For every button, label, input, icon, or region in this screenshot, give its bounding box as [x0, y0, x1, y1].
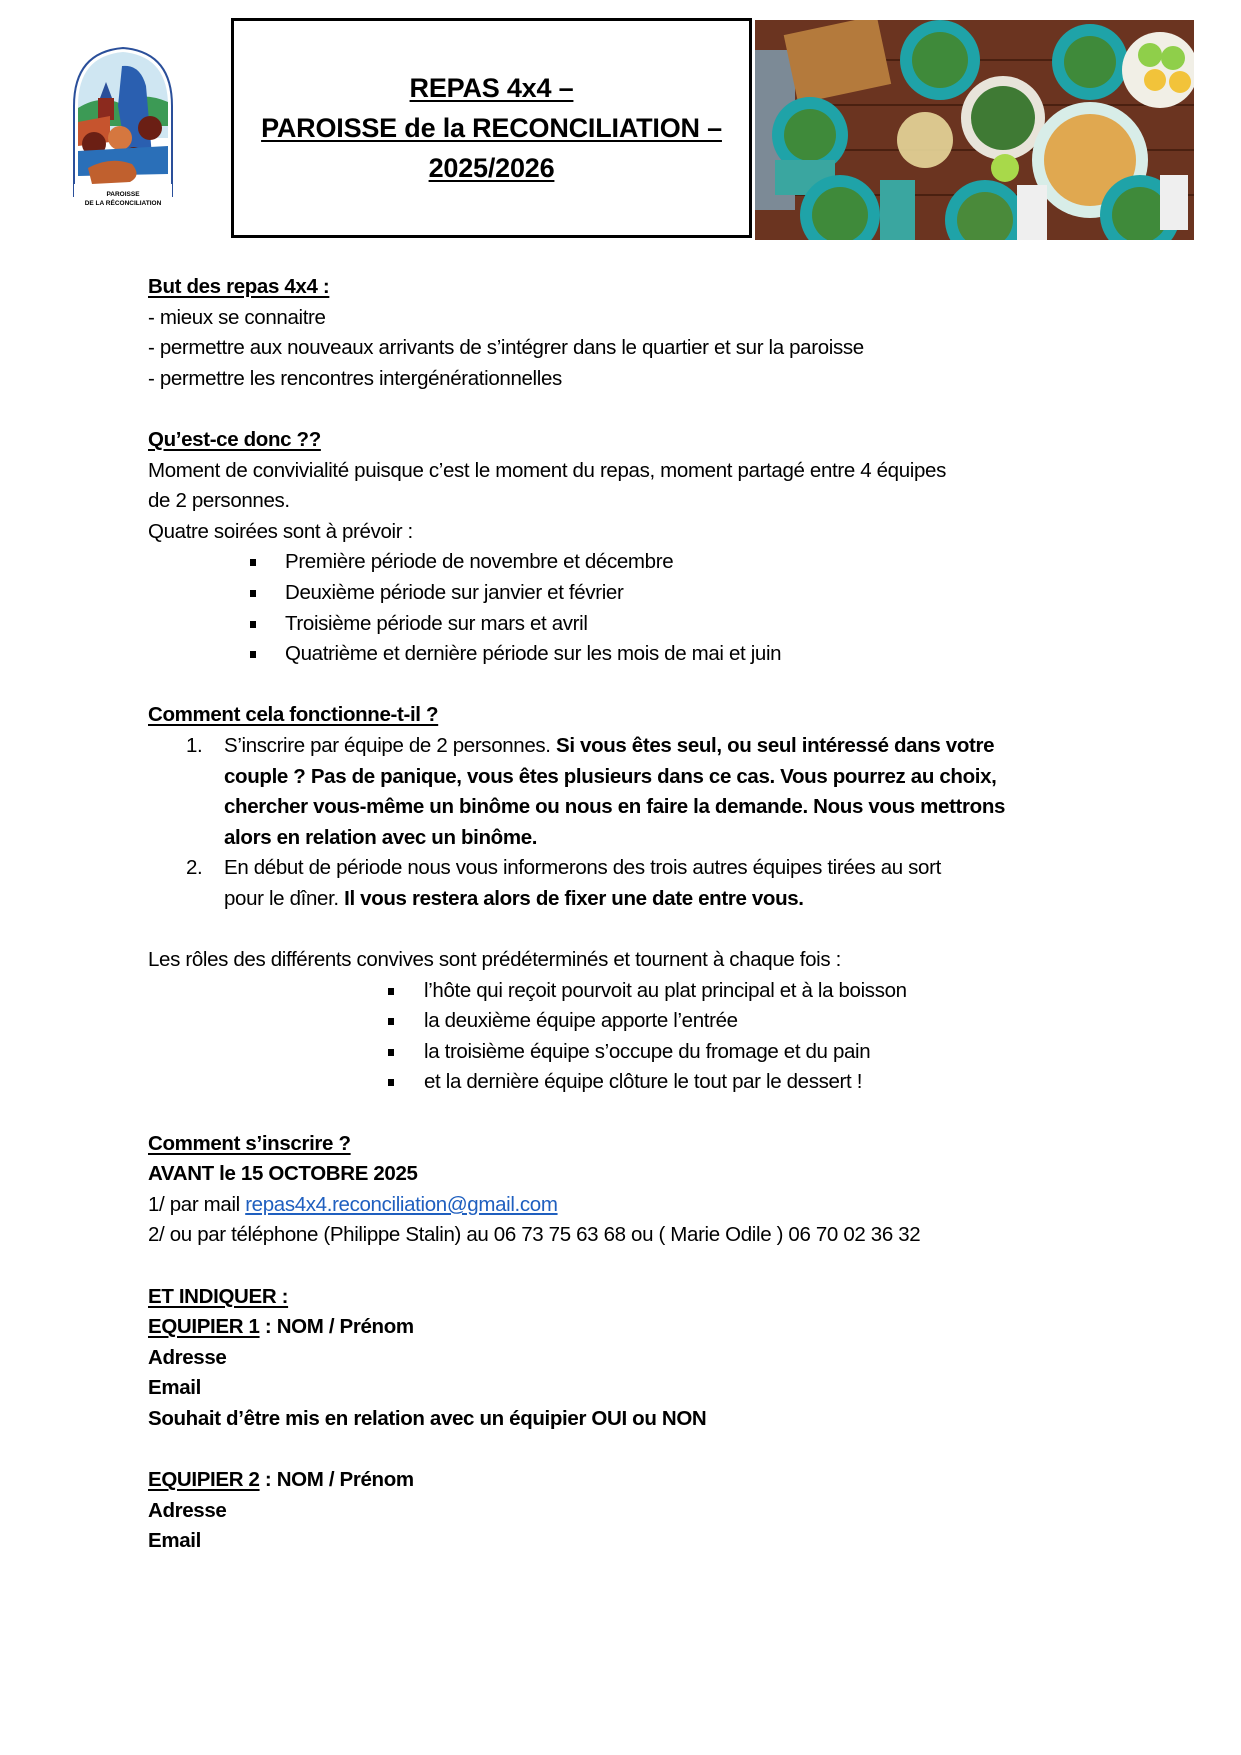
logo-caption-line2: DE LA RÉCONCILIATION [84, 200, 162, 207]
section-comment [148, 700, 1108, 1098]
roles-intro: Les rôles des différents convives sont prédéterminés et tournent à chaque fois : [148, 948, 841, 972]
period-item: Deuxième période sur janvier et février [148, 578, 1108, 609]
steps-list [148, 731, 1108, 915]
step-bold-text: chercher vous-même un binôme ou nous en faire la demande. Nous vous mettrons [224, 795, 1006, 819]
logo-caption-line1: PAROISSE [106, 191, 140, 198]
step-bold-text: alors en relation avec un binôme. [224, 825, 538, 849]
step-number: 2. [186, 856, 203, 880]
title-line-3: 2025/2026 [428, 153, 555, 183]
title-line-2: PAROISSE de la RECONCILIATION – [261, 113, 722, 143]
mail-line [148, 1190, 1108, 1221]
section-indiquer [148, 1282, 1108, 1557]
equipier2-line [148, 1465, 1108, 1496]
heading-comment: Comment cela fonctionne-t-il ? [148, 703, 439, 727]
heading-inscription: Comment s’inscrire ? [148, 1131, 351, 1155]
goal-line: - mieux se connaitre [148, 305, 326, 329]
deadline: AVANT le 15 OCTOBRE 2025 [148, 1162, 418, 1186]
mail-prefix: 1/ par mail [148, 1192, 246, 1216]
phone-line: 2/ ou par téléphone (Philippe Stalin) au 06 73 75 63 68 ou ( Marie Odile ) 06 70 02 36 32 [148, 1223, 921, 1247]
field-label: Email [148, 1529, 201, 1553]
equipier2-label: EQUIPIER 2 [148, 1468, 260, 1492]
roles-list [148, 976, 1108, 1098]
step-item [148, 731, 1108, 853]
period-item: Troisième période sur mars et avril [148, 609, 1108, 640]
section-quoi [148, 425, 1108, 670]
field-label: Adresse [148, 1345, 227, 1369]
equipier1-line [148, 1312, 1108, 1343]
step-item [148, 853, 1108, 914]
step-text: S’inscrire par équipe de 2 personnes. [224, 733, 556, 757]
equipier2-suffix: : NOM / Prénom [259, 1468, 414, 1492]
parish-logo [70, 46, 176, 216]
title-line-1: REPAS 4x4 – [409, 73, 574, 103]
stained-glass-icon [70, 46, 176, 216]
field-label: Email [148, 1376, 201, 1400]
periods-list [148, 547, 1108, 669]
paragraph-line: de 2 personnes. [148, 489, 290, 513]
role-item: la troisième équipe s’occupe du fromage et du pain [148, 1037, 1108, 1068]
section-but [148, 272, 1108, 394]
paragraph-line: Moment de convivialité puisque c’est le moment du repas, moment partagé entre 4 équipes [148, 458, 946, 482]
role-item: la deuxième équipe apporte l’entrée [148, 1006, 1108, 1037]
document-body [148, 272, 1108, 1557]
goal-line: - permettre aux nouveaux arrivants de s’intégrer dans le quartier et sur la paroisse [148, 336, 864, 360]
field-label: Souhait d’être mis en relation avec un équipier OUI ou NON [148, 1406, 707, 1430]
period-item: Quatrième et dernière période sur les mois de mai et juin [148, 639, 1108, 670]
step-bold-text: couple ? Pas de panique, vous êtes plusieurs dans ce cas. Vous pourrez au choix, [224, 764, 997, 788]
title-box [231, 18, 752, 238]
section-inscription [148, 1129, 1108, 1251]
step-bold-text: Il vous restera alors de fixer une date entre vous. [344, 886, 804, 910]
step-text: En début de période nous vous informerons des trois autres équipes tirées au sort [224, 856, 941, 880]
step-text: pour le dîner. [224, 886, 345, 910]
shared-meal-photo-icon [755, 20, 1194, 240]
field-label: Adresse [148, 1498, 227, 1522]
meal-photo [755, 20, 1194, 240]
period-item: Première période de novembre et décembre [148, 547, 1108, 578]
email-link[interactable]: repas4x4.reconciliation@gmail.com [245, 1192, 558, 1216]
step-number: 1. [186, 733, 203, 757]
equipier1-label: EQUIPIER 1 [148, 1315, 260, 1339]
role-item: et la dernière équipe clôture le tout par le dessert ! [148, 1067, 1108, 1098]
role-item: l’hôte qui reçoit pourvoit au plat principal et à la boisson [148, 976, 1108, 1007]
equipier1-suffix: : NOM / Prénom [259, 1315, 414, 1339]
heading-indiquer: ET INDIQUER : [148, 1284, 289, 1308]
heading-quoi: Qu’est-ce donc ?? [148, 427, 321, 451]
step-bold-text: Si vous êtes seul, ou seul intéressé dans votre [556, 733, 995, 757]
periods-intro: Quatre soirées sont à prévoir : [148, 519, 413, 543]
goal-line: - permettre les rencontres intergénérationnelles [148, 366, 562, 390]
heading-but: But des repas 4x4 : [148, 275, 330, 298]
